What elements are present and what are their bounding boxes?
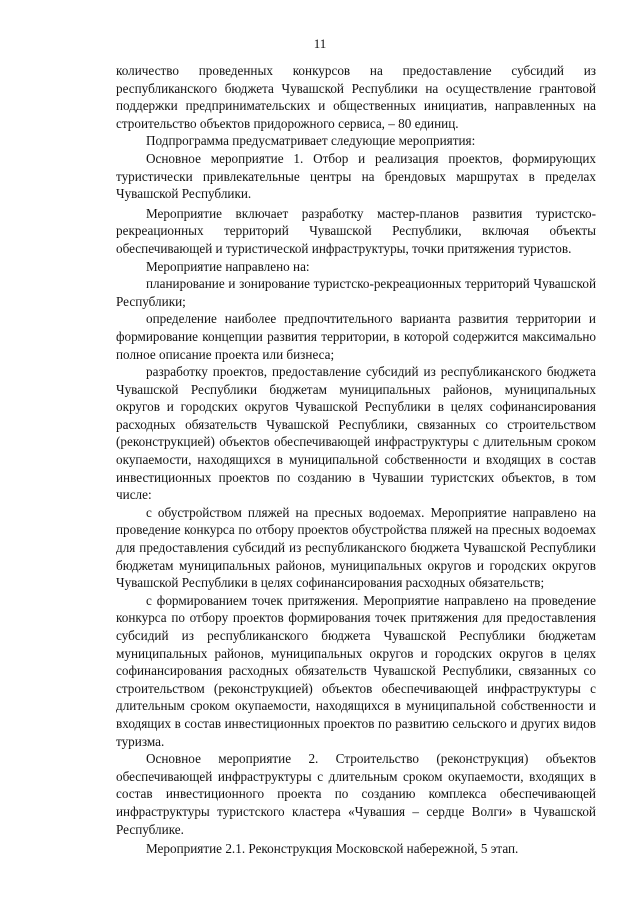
document-body bbox=[116, 62, 596, 858]
page-number: 11 bbox=[313, 36, 327, 51]
paragraph-attraction-points: с формированием точек притяжения. Мероприятие направлено на проведение конкурса по отбору проектов формирования точек притяжения для предоставления субсидий из республиканского бюджета Чувашской Республики бюджетам муниципальных районов, муниципальных округов и городских округов в целях софинансирования расходных обязательств Чувашской Республики, связанных со строительством (реконструкцией) объектов обеспечивающей инфраструктуры с длительным сроком окупаемости, находящихся в муниципальной собственности и входящих в состав инвестиционных проектов по развитию сельского и других видов туризма. bbox=[116, 592, 596, 749]
paragraph-activity-aimed: Мероприятие направлено на: bbox=[146, 258, 310, 274]
paragraph-activity-2-1: Мероприятие 2.1. Реконструкция Московской набережной, 5 этап. bbox=[146, 841, 519, 857]
paragraph-indicator-contests: количество проведенных конкурсов на предоставление субсидий из республиканского бюджета Чувашской Республики на осуществление грантовой поддержки предпринимательских и общественных инициатив, направленных на строительство объектов придорожного сервиса, – 80 единиц. bbox=[116, 63, 596, 131]
paragraph-main-activity-2: Основное мероприятие 2. Строительство (реконструкция) объектов обеспечивающей инфраструктуры с длительным сроком окупаемости, входящих в состав инвестиционного проекта по созданию комплекса обеспечивающей инфраструктуры туристского кластера «Чувашия – сердце Волги» в Чувашской Республике. bbox=[116, 751, 596, 837]
paragraph-beaches: с обустройством пляжей на пресных водоемах. Мероприятие направлено на проведение конкурса по отбору проектов обустройства пляжей на пресных водоемах для предоставления субсидий из республиканского бюджета Чувашской Республики бюджетам муниципальных районов, муниципальных округов и городских округов Чувашской Республики в целях софинансирования расходных обязательств; bbox=[116, 504, 596, 591]
paragraph-development-variant: определение наиболее предпочтительного варианта развития территории и формирование концепции развития территории, в которой содержится максимально полное описание проекта или бизнеса; bbox=[116, 311, 596, 362]
paragraph-main-activity-1: Основное мероприятие 1. Отбор и реализация проектов, формирующих туристически привлекательные центры на брендовых маршрутах в пределах Чувашской Республики. bbox=[116, 150, 596, 202]
paragraph-activity-includes: Мероприятие включает разработку мастер-планов развития туристско-рекреационных территорий Чувашской Республики, включая объекты обеспечивающей и туристической инфраструктуры, точки притяжения туристов. bbox=[116, 205, 596, 256]
paragraph-project-development: разработку проектов, предоставление субсидий из республиканского бюджета Чувашской Республики бюджетам муниципальных районов, муниципальных округов и городских округов Чувашской Республики в целях софинансирования расходных обязательств Чувашской Республики, связанных со строительством (реконструкцией) объектов обеспечивающей инфраструктуры с длительным сроком окупаемости, находящихся в муниципальной собственности и входящих в состав инвестиционных проектов по созданию в Чувашии туристских объектов, в том числе: bbox=[116, 364, 596, 503]
paragraph-subprogram-intro: Подпрограмма предусматривает следующие мероприятия: bbox=[146, 133, 476, 149]
paragraph-planning-zoning: планирование и зонирование туристско-рекреационных территорий Чувашской Республики; bbox=[116, 276, 596, 309]
